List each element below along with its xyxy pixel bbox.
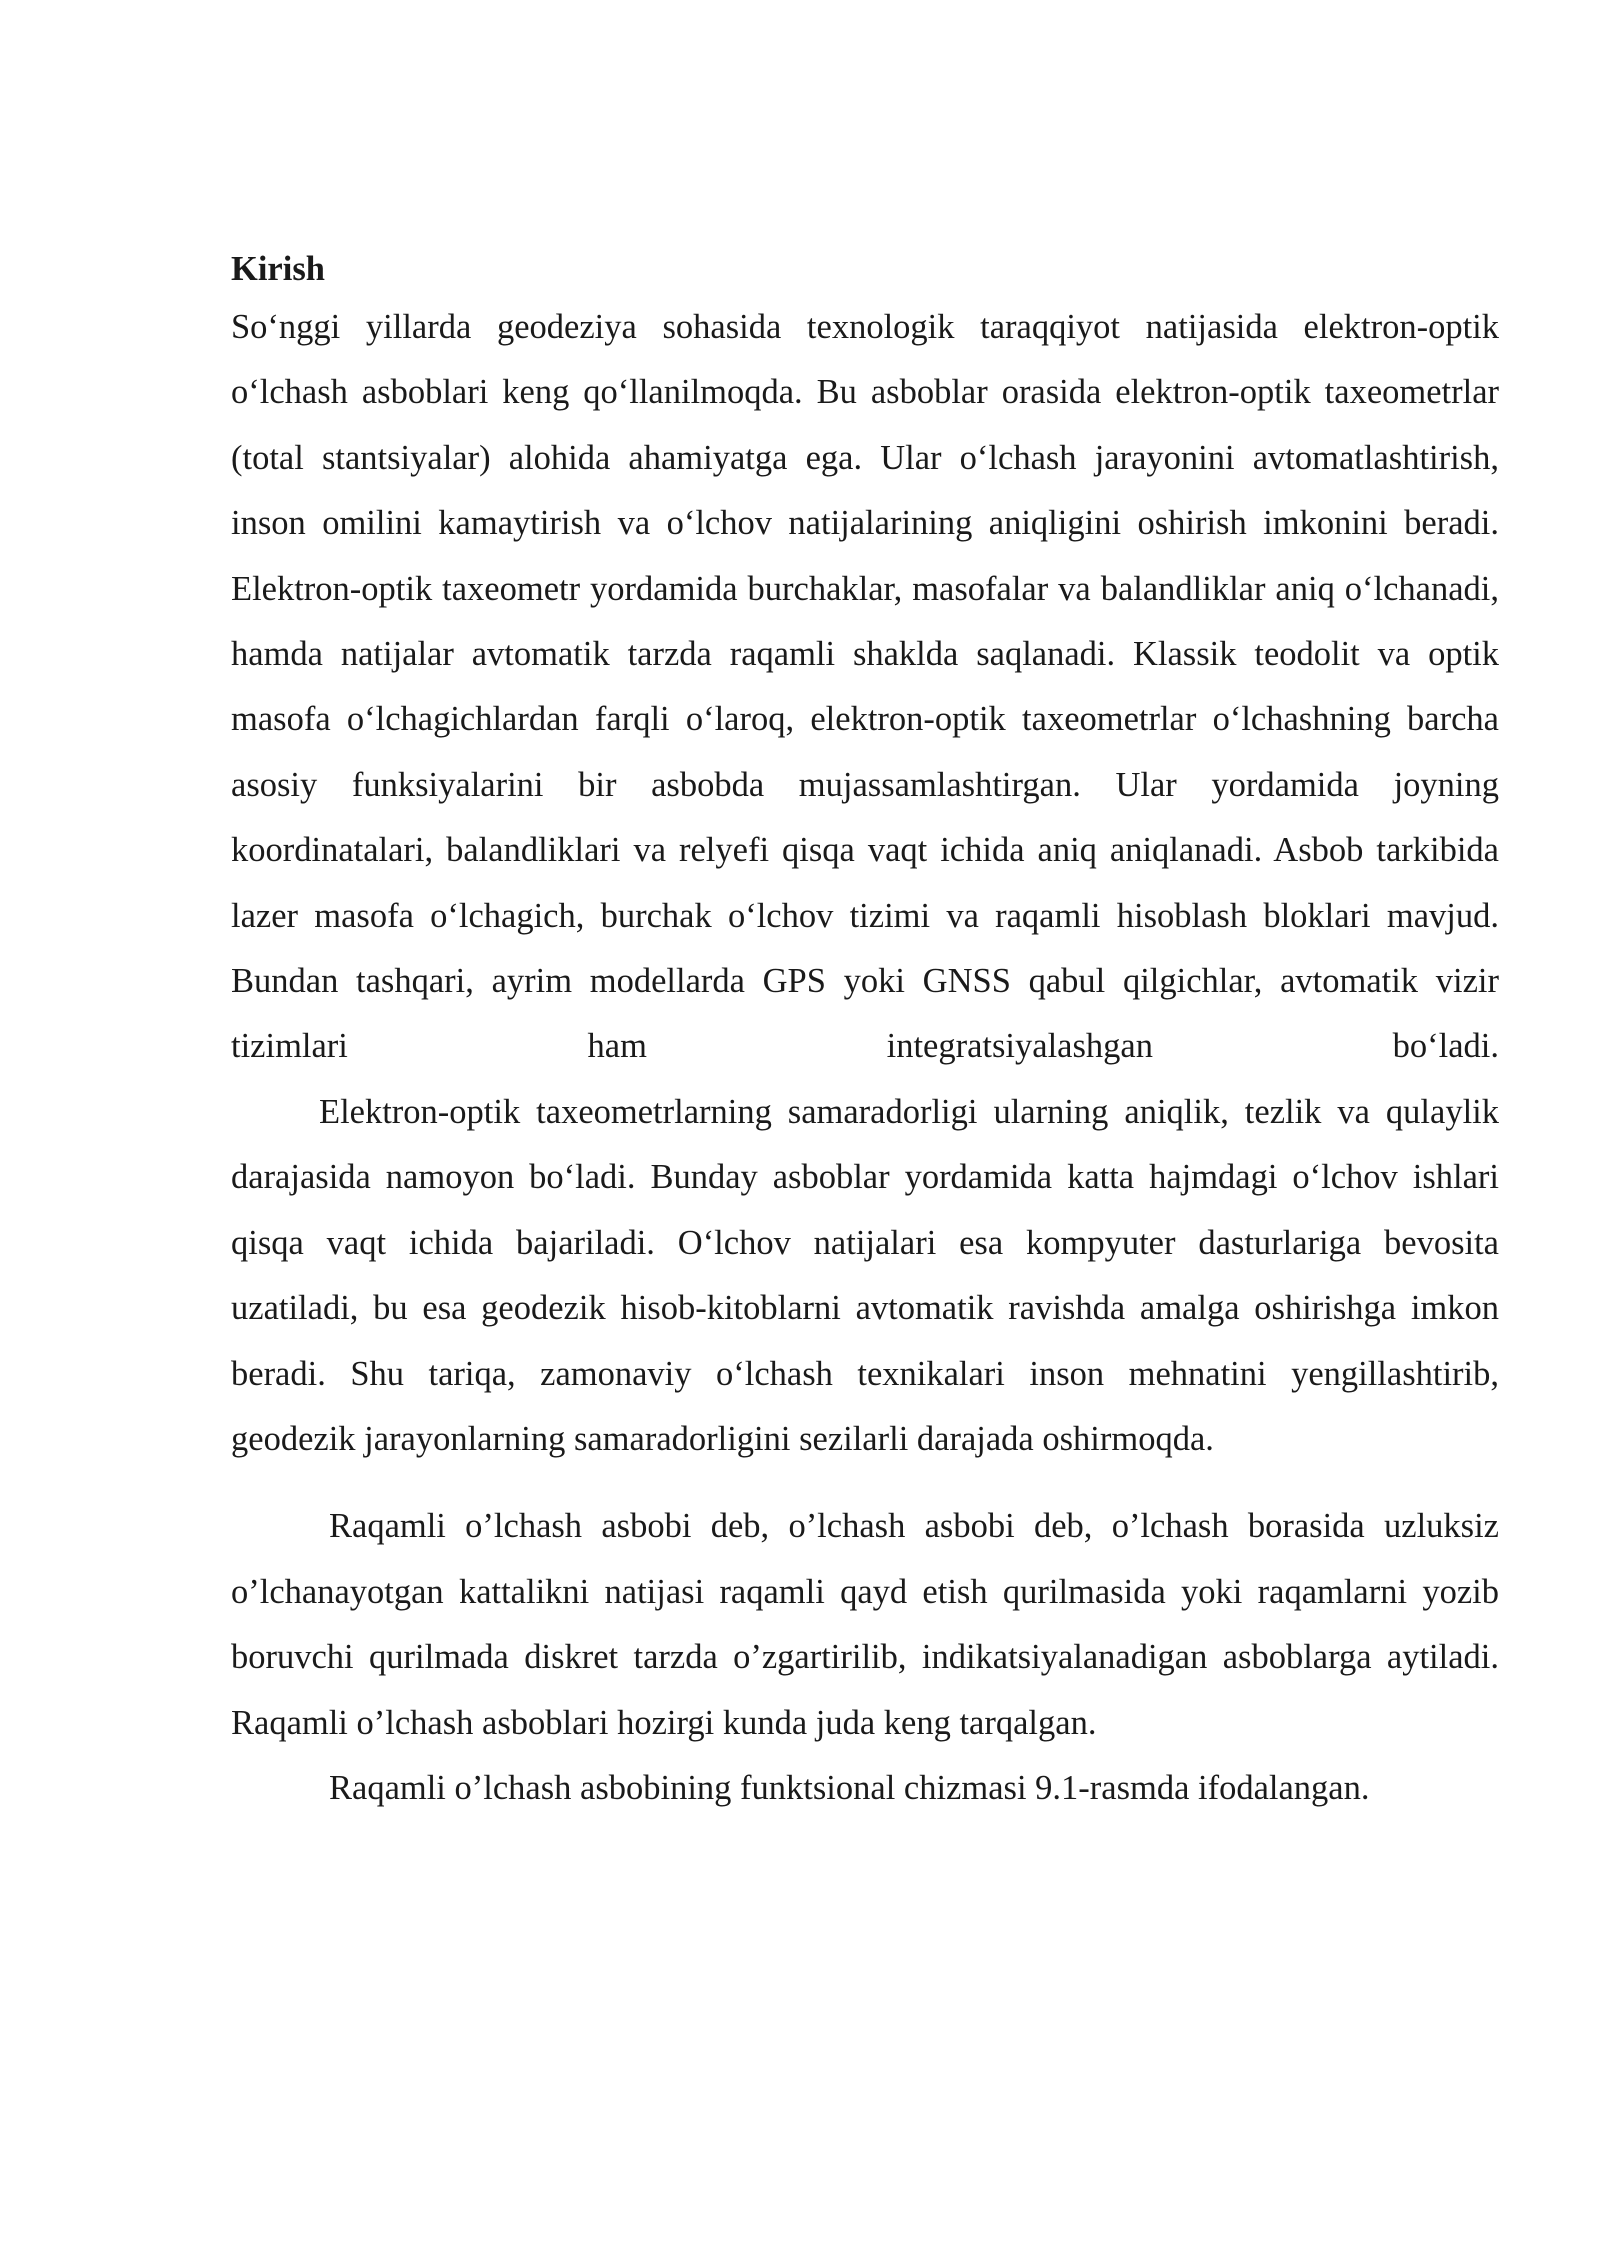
- document-body: [231, 244, 1499, 1821]
- paragraph-1: So‘nggi yillarda geodeziya sohasida texnologik taraqqiyot natijasida elektron-optik o‘lchash asboblari keng qo‘llanilmoqda. Bu asboblar orasida elektron-optik taxeometrlar (total stantsiyalar) alohida ahamiyatga ega. Ular o‘lchash jarayonini avtomatlashtirish, inson omilini kamaytirish va o‘lchov natijalarining aniqligini oshirish imkonini beradi. Elektron-optik taxeometr yordamida burchaklar, masofalar va balandliklar aniq o‘lchanadi, hamda natijalar avtomatik tarzda raqamli shaklda saqlanadi. Klassik teodolit va optik masofa o‘lchagichlardan farqli o‘laroq, elektron-optik taxeometrlar o‘lchashning barcha asosiy funksiyalarini bir asbobda mujassamlashtirgan. Ular yordamida joyning koordinatalari, balandliklari va relyefi qisqa vaqt ichida aniq aniqlanadi. Asbob tarkibida lazer masofa o‘lchagich, burchak o‘lchov tizimi va raqamli hisoblash bloklari mavjud. Bundan tashqari, ayrim modellarda GPS yoki GNSS qabul qilgichlar, avtomatik vizir tizimlari ham integratsiyalashgan bo‘ladi.: [231, 308, 1499, 1066]
- section-heading: Kirish: [231, 250, 325, 288]
- paragraph-4: Raqamli o’lchash asbobining funktsional chizmasi 9.1-rasmda ifodalangan.: [329, 1768, 1370, 1807]
- paragraph-3: Raqamli o’lchash asbobi deb, o’lchash asbobi deb, o’lchash borasida uzluksiz o’lchanayotgan kattalikni natijasi raqamli qayd etish qurilmasida yoki raqamlarni yozib boruvchi qurilmada diskret tarzda o’zgartirilib, indikatsiyalanadigan asboblarga aytiladi. Raqamli o’lchash asboblari hozirgi kunda juda keng tarqalgan.: [231, 1507, 1499, 1742]
- paragraph-2: Elektron-optik taxeometrlarning samaradorligi ularning aniqlik, tezlik va qulaylik darajasida namoyon bo‘ladi. Bunday asboblar yordamida katta hajmdagi o‘lchov ishlari qisqa vaqt ichida bajariladi. O‘lchov natijalari esa kompyuter dasturlariga bevosita uzatiladi, bu esa geodezik hisob-kitoblarni avtomatik ravishda amalga oshirishga imkon beradi. Shu tariqa, zamonaviy o‘lchash texnikalari inson mehnatini yengillashtirib, geodezik jarayonlarning samaradorligini sezilarli darajada oshirmoqda.: [231, 1092, 1499, 1458]
